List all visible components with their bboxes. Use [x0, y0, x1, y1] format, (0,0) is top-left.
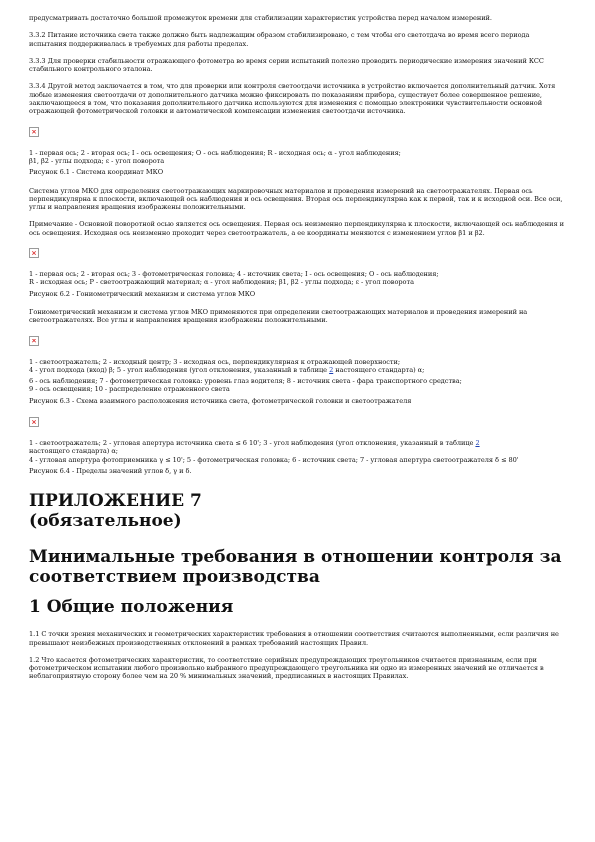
appendix-title [29, 491, 567, 531]
appendix-number: ПРИЛОЖЕНИЕ 7 [29, 491, 202, 512]
table-link[interactable]: 2 [475, 439, 480, 448]
figure-caption: Рисунок 6.3 - Схема взаимного расположения источника света, фотометрической головки и светоотражателя [29, 396, 412, 405]
figure-legend [29, 270, 567, 287]
paragraph: Система углов МКО для определения светоотражающих маркировочных материалов и проведения измерений на светоотражателях. Первая ось перпендикулярна к плоскости, включающей ось наблюдения и ось освещения. Вторая ось перпендикулярна как к первой, так и к исходной оси. Все оси, углы и направления вращения изображены положительными. [29, 186, 563, 212]
table-link[interactable]: 2 [329, 365, 334, 374]
figure-legend [29, 439, 567, 464]
paragraph-3-3-2: 3.3.2 Питание источника света также должно быть надлежащим образом стабилизировано, с тем чтобы его светотдача во время всего периода испытания поддерживалась в требуемых для работы пределах. [29, 31, 530, 48]
legend-line: 9 - ось освещения; 10 - распределение отраженного света [29, 385, 230, 394]
broken-image-icon [29, 248, 39, 258]
paragraph: Гониометрический механизм и система углов МКО применяются при определении светоотражающих материалов и проведения измерений на светоотражателях. Все углы и направления вращения изображены положительными. [29, 307, 528, 325]
legend-line: 1 - светоотражатель; 2 - угловая апертура источника света ≤ 6 10'; 3 - угол наблюдения (угол отклонения, указанный в таблице [29, 439, 476, 448]
legend-line: настоящего стандарта) α; [333, 365, 425, 374]
note-paragraph: Примечание - Основной поворотной осью является ось освещения. Первая ось неизменно перпендикулярна к плоскости, включающей ось наблюдения и ось освещения. Исходная ось неизменно проходит через светоотражатель, а ее координаты меняются с изменением углов β1 и β2. [29, 220, 564, 237]
legend-line: 1 - светоотражатель; 2 - исходный центр; 3 - исходная ось, перпендикулярная к отражающей поверхности; [29, 357, 400, 366]
paragraph-1-2: 1.2 Что касается фотометрических характеристик, то соответствие серийных предупреждающих треугольников считается признанным, если при фотометрическом испытании любого произвольно выбранного предупреждающего треугольника ни одно из измеренных значений не отличается в неблагоприятную сторону более чем на 20 % минимальных значений, предписанных в настоящих Правилах. [29, 655, 544, 681]
paragraph-3-3-3: 3.3.3 Для проверки стабильности отражающего фотометра во время серии испытаний полезно проводить периодические измерения значений КСС стабильного контрольного эталона. [29, 56, 544, 74]
paragraph-3-3-4: 3.3.4 Другой метод заключается в том, что для проверки или контроля светоотдачи источника в устройство включается дополнительный датчик. Хотя любые изменения светоотдачи от дополнительного датчика можно фиксировать по показаниям прибора, существует более совершенное решение, заключающееся в том, что показания дополнительного датчика используются для изменения с помощью электроники чувствительности основной отражающей фотометрической головки и автоматической компенсации изменения светоотдачи источника. [29, 82, 556, 116]
broken-image-icon [29, 127, 39, 137]
legend-line: β1, β2 - углы подхода; ε - угол поворота [29, 156, 165, 165]
figure-legend [29, 358, 567, 375]
figure-caption: Рисунок 6.4 - Пределы значений углов δ, γ и δ. [29, 466, 192, 475]
legend-line: 1 - первая ось; 2 - вторая ось; 3 - фотометрическая головка; 4 - источник света; I - ось освещения; O - ось наблюдения; [29, 270, 439, 279]
figure-legend [29, 377, 567, 394]
legend-line: 6 - ось наблюдения; 7 - фотометрическая головка: уровень глаз водителя; 8 - источник света - фара транспортного средства; [29, 377, 462, 386]
legend-line: настоящего стандарта) α; [29, 447, 118, 456]
figure-caption: Рисунок 6.2 - Гониометрический механизм и система углов МКО [29, 289, 256, 298]
figure-caption: Рисунок 6.1 - Система координат МКО [29, 168, 164, 177]
section-heading: 1 Общие положения [29, 597, 234, 618]
appendix-heading: Минимальные требования в отношении контроля за соответствием производства [29, 547, 562, 588]
broken-image-icon [29, 336, 39, 346]
paragraph-1-1: 1.1 С точки зрения механических и геометрических характеристик требования в отношении соответствия считаются выполненными, если различия не превышают неизбежных производственных отклонений в рамках требований настоящих Правил. [29, 630, 559, 647]
paragraph: предусматривать достаточно большой промежуток времени для стабилизации характеристик устройства перед началом измерений. [29, 14, 492, 22]
legend-line: R - исходная ось; P - светоотражающий материал; α - угол наблюдения; β1, β2 - углы подхода; ε - угол поворота [29, 278, 414, 287]
appendix-status: (обязательное) [29, 511, 182, 532]
broken-image-icon [29, 417, 39, 427]
figure-legend [29, 149, 567, 166]
legend-line: 1 - первая ось; 2 - вторая ось; I - ось освещения; O - ось наблюдения; R - исходная ось; α - угол наблюдения; [29, 148, 401, 157]
legend-line: 4 - угол подхода (вход) β; 5 - угол наблюдения (угол отклонения, указанный в таблице [29, 365, 330, 374]
legend-line: 4 - угловая апертура фотоприемника γ ≤ 10'; 5 - фотометрическая головка; 6 - источник света; 7 - угловая апертура светоотражателя δ ≤ 80' [29, 455, 519, 464]
